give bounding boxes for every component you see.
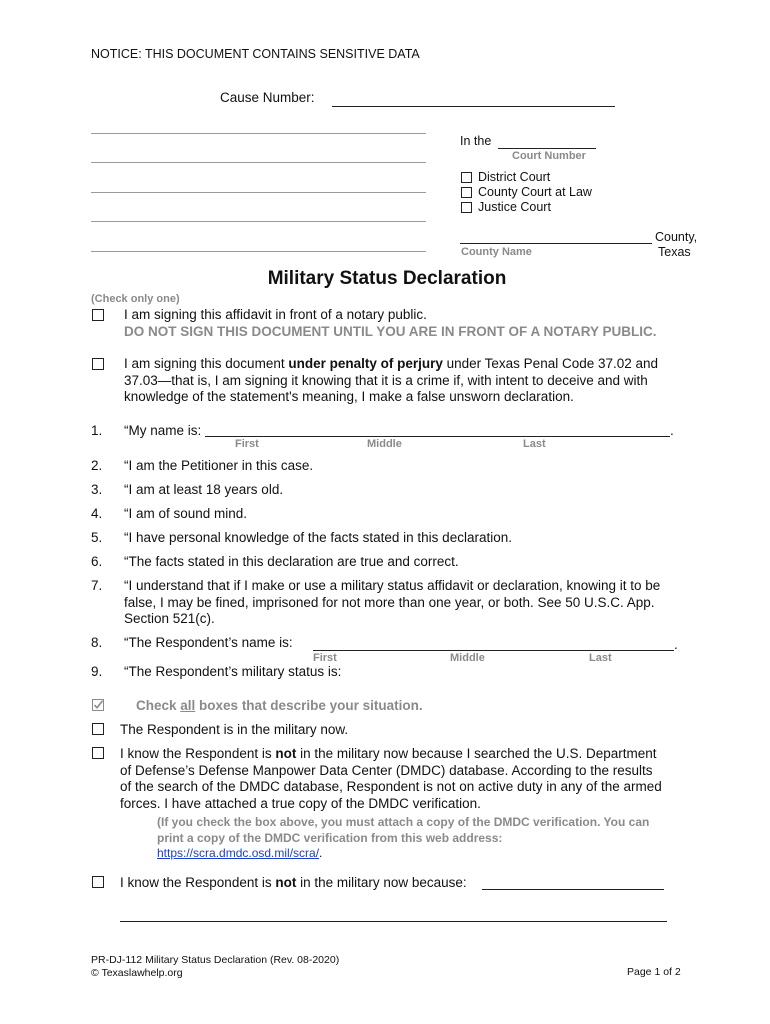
check-all-post: boxes that describe your situation. bbox=[195, 698, 423, 713]
item-number-9: 9. bbox=[91, 664, 103, 679]
sensitive-data-notice: NOTICE: THIS DOCUMENT CONTAINS SENSITIVE DATA bbox=[91, 47, 420, 61]
item-2-text: “I am the Petitioner in this case. bbox=[124, 458, 314, 473]
dmdc-note-line-1: (If you check the box above, you must attach a copy of the DMDC verification. You can bbox=[157, 815, 650, 829]
county-court-at-law-label: County Court at Law bbox=[478, 185, 592, 199]
dmdc-post: in the military now because I searched the U.S. Department bbox=[296, 746, 657, 761]
notary-warning: DO NOT SIGN THIS DOCUMENT UNTIL YOU ARE IN FRONT OF A NOTARY PUBLIC. bbox=[124, 324, 657, 339]
item-7-line-3: Section 521(c). bbox=[124, 611, 215, 626]
because-field-1[interactable] bbox=[482, 889, 664, 890]
page-title: Military Status Declaration bbox=[267, 268, 507, 289]
check-only-one-caption: (Check only one) bbox=[91, 293, 180, 305]
party-line-4[interactable] bbox=[91, 221, 426, 222]
item-7-line-1: “I understand that if I make or use a military status affidavit or declaration, knowing it to be bbox=[124, 578, 661, 593]
footer-left bbox=[91, 954, 339, 980]
form-id: PR-DJ-112 Military Status Declaration (Rev. 08-2020) bbox=[91, 954, 340, 966]
perjury-prefix: I am signing this document bbox=[124, 356, 289, 371]
respondent-name-label: “The Respondent’s name is: bbox=[124, 635, 293, 650]
first-caption: First bbox=[235, 438, 259, 450]
my-name-period: . bbox=[670, 423, 674, 438]
copyright: © Texaslawhelp.org bbox=[91, 967, 183, 979]
my-name-label: “My name is: bbox=[124, 423, 202, 438]
party-line-1[interactable] bbox=[91, 133, 426, 134]
perjury-line-3: knowledge of the statement's meaning, I make a false unsworn declaration. bbox=[124, 389, 574, 404]
because-checkbox[interactable] bbox=[92, 876, 104, 888]
county-name-caption: County Name bbox=[461, 246, 532, 258]
county-court-at-law-checkbox[interactable] bbox=[461, 187, 472, 198]
because-pre: I know the Respondent is bbox=[120, 875, 276, 890]
page-number: Page 1 of 2 bbox=[627, 966, 681, 978]
dmdc-not: not bbox=[275, 746, 297, 761]
check-all-all: all bbox=[180, 698, 196, 713]
because-post: in the military now because: bbox=[296, 875, 467, 890]
my-name-field[interactable] bbox=[205, 436, 670, 437]
justice-court-label: Justice Court bbox=[478, 200, 551, 214]
dmdc-url-link[interactable]: https://scra.dmdc.osd.mil/scra/ bbox=[157, 846, 320, 860]
perjury-rest: under Texas Penal Code 37.02 and bbox=[442, 356, 659, 371]
cause-number-label: Cause Number: bbox=[220, 90, 315, 105]
county-name-field[interactable] bbox=[460, 243, 652, 244]
in-military-checkbox[interactable] bbox=[92, 723, 104, 735]
item-number-5: 5. bbox=[91, 530, 103, 545]
item-number-7: 7. bbox=[91, 578, 103, 593]
respondent-name-period: . bbox=[674, 637, 678, 652]
checked-box-icon bbox=[92, 699, 104, 711]
in-military-text: The Respondent is in the military now. bbox=[120, 722, 349, 737]
dmdc-line-3: of the search of the DMDC database, Respondent is not on active duty in any of the armed bbox=[120, 779, 662, 794]
item-7-line-2: false, I may be fined, imprisoned for not more than one year, or both. See 50 U.S.C. App. bbox=[124, 594, 655, 610]
dmdc-url-period: . bbox=[319, 846, 323, 860]
because-text bbox=[120, 875, 467, 892]
party-line-3[interactable] bbox=[91, 192, 426, 193]
perjury-checkbox[interactable] bbox=[92, 358, 104, 370]
district-court-checkbox[interactable] bbox=[461, 172, 472, 183]
middle-caption: Middle bbox=[367, 438, 402, 450]
district-court-label: District Court bbox=[478, 170, 551, 184]
justice-court-checkbox[interactable] bbox=[461, 202, 472, 213]
respondent-last-caption: Last bbox=[589, 652, 612, 664]
perjury-line-2: 37.03—that is, I am signing it knowing that it is a crime if, with intent to deceive and with bbox=[124, 372, 648, 388]
dmdc-line-2: of Defense’s Defense Manpower Data Center (DMDC) database. According to the results bbox=[120, 762, 653, 778]
item-number-2: 2. bbox=[91, 458, 103, 473]
dmdc-text bbox=[120, 746, 690, 812]
item-4-text: “I am of sound mind. bbox=[124, 506, 248, 521]
because-field-2[interactable] bbox=[120, 921, 667, 922]
notary-checkbox[interactable] bbox=[92, 309, 104, 321]
item-number-3: 3. bbox=[91, 482, 103, 497]
check-all-pre: Check bbox=[136, 698, 181, 713]
item-number-4: 4. bbox=[91, 506, 103, 521]
item-number-8: 8. bbox=[91, 635, 103, 650]
texas-label: Texas bbox=[658, 245, 691, 259]
dmdc-note bbox=[157, 815, 697, 862]
perjury-option-text bbox=[124, 356, 684, 406]
court-number-caption: Court Number bbox=[512, 150, 586, 162]
respondent-first-caption: First bbox=[313, 652, 337, 664]
county-label: County, bbox=[655, 230, 698, 244]
in-the-label: In the bbox=[460, 134, 492, 148]
court-number-field[interactable] bbox=[498, 148, 596, 149]
item-number-6: 6. bbox=[91, 554, 103, 569]
party-line-5[interactable] bbox=[91, 251, 426, 252]
last-caption: Last bbox=[523, 438, 546, 450]
item-6-text: “The facts stated in this declaration are true and correct. bbox=[124, 554, 459, 569]
party-line-2[interactable] bbox=[91, 162, 426, 163]
item-3-text: “I am at least 18 years old. bbox=[124, 482, 284, 497]
notary-option-text: I am signing this affidavit in front of a notary public. bbox=[124, 307, 427, 322]
item-5-text: “I have personal knowledge of the facts stated in this declaration. bbox=[124, 530, 512, 545]
dmdc-pre: I know the Respondent is bbox=[120, 746, 276, 761]
perjury-bold: under penalty of perjury bbox=[288, 356, 443, 371]
item-number-1: 1. bbox=[91, 423, 103, 438]
because-not: not bbox=[275, 875, 297, 890]
dmdc-checkbox[interactable] bbox=[92, 747, 104, 759]
respondent-middle-caption: Middle bbox=[450, 652, 485, 664]
respondent-name-field[interactable] bbox=[313, 650, 674, 651]
dmdc-line-4: forces. I have attached a true copy of the DMDC verification. bbox=[120, 795, 481, 811]
item-7-text bbox=[124, 578, 694, 628]
item-9-text: “The Respondent’s military status is: bbox=[124, 664, 342, 679]
dmdc-note-line-2: print a copy of the DMDC verification from this web address: bbox=[157, 830, 503, 845]
check-all-caption bbox=[136, 698, 423, 715]
cause-number-field[interactable] bbox=[332, 106, 615, 107]
